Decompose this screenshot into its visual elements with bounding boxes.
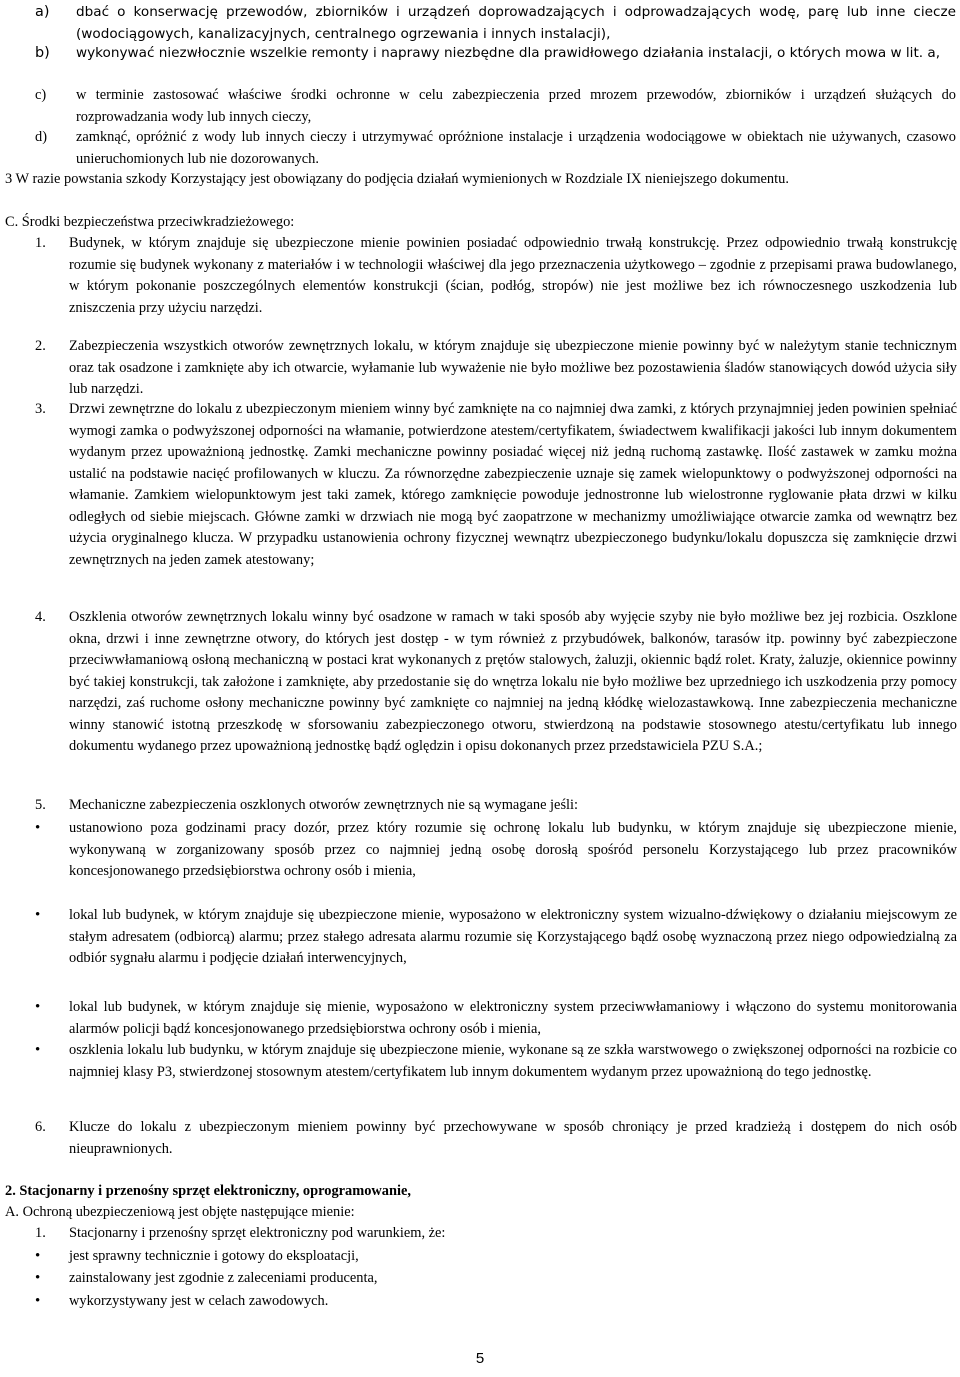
- item-c-text: w terminie zastosować właściwe środki ochronne w celu zabezpieczenia przed mrozem przewodów, zbiorników i urządzeń służących do rozprowadzania wody lub innych cieczy,: [76, 87, 956, 125]
- bullet-icon: •: [35, 1293, 41, 1309]
- bullet-icon: •: [35, 820, 41, 836]
- bullet-icon: •: [35, 1042, 41, 1058]
- a-item-1-number: 1.: [35, 1225, 46, 1241]
- bullet-icon: •: [35, 907, 41, 923]
- c-item-6-text: Klucze do lokalu z ubezpieczonym mieniem powinny być przechowywane w sposób chroniący je przed kradzieżą i dostępem do nich osób nieuprawnionych.: [69, 1119, 957, 1157]
- c-item-2-number: 2.: [35, 338, 46, 354]
- c-item-6-number: 6.: [35, 1119, 46, 1135]
- item-c-label: c): [35, 87, 47, 103]
- section-2-heading: 2. Stacjonarny i przenośny sprzęt elektroniczny, oprogramowanie,: [5, 1183, 411, 1199]
- a-item-1-text: Stacjonarny i przenośny sprzęt elektroniczny pod warunkiem, że:: [69, 1225, 446, 1241]
- c-item-5-text: Mechaniczne zabezpieczenia oszklonych otworów zewnętrznych nie są wymagane jeśli:: [69, 797, 579, 813]
- item-d-text: zamknąć, opróżnić z wody lub innych cieczy i utrzymywać opróżnione instalacje i urządzenia wodociągowe w obiektach nie używanych, czasowo unieruchomionych lub nie dozorowanych.: [76, 129, 956, 167]
- item-a-text: dbać o konserwację przewodów, zbiorników i urządzeń doprowadzających i odprowadzających wodę, parę lub inne ciecze (wodociągowych, kanalizacyjnych, centralnego ogrzewania i innych instalacji),: [76, 4, 956, 42]
- section-a-heading: A. Ochroną ubezpieczeniową jest objęte następujące mienie:: [5, 1204, 355, 1220]
- a-bullet-1-text: jest sprawny technicznie i gotowy do eksploatacji,: [69, 1248, 359, 1264]
- c-item-3-number: 3.: [35, 401, 46, 417]
- bullet-icon: •: [35, 1248, 41, 1264]
- item-b-text: wykonywać niezwłocznie wszelkie remonty i naprawy niezbędne dla prawidłowego działania instalacji, o których mowa w lit. a,: [76, 45, 941, 61]
- item-b-label: b): [35, 45, 50, 61]
- c-item-1-number: 1.: [35, 235, 46, 251]
- bullet-icon: •: [35, 999, 41, 1015]
- c5-bullet-4-text: oszklenia lokalu lub budynku, w którym znajduje się ubezpieczone mienie, wykonane są ze szkła warstwowego o zwiększonej odporności na rozbicie co najmniej klasy P3, stwierdzonej stosownym atestem/certyfikatem lub innym dokumentem wydanym przez upoważnioną do tego jednostkę.: [69, 1042, 957, 1080]
- c5-bullet-1-text: ustanowiono poza godzinami pracy dozór, przez który rozumie się ochronę lokalu lub budynku, w którym znajduje się ubezpieczone mienie, wykonywaną w zorganizowany sposób przez co najmniej jedną osobę dorosłą spośród personelu Korzystającego lub przez pracowników koncesjonowanego przedsiębiorstwa ochrony osób i mienia,: [69, 820, 957, 879]
- item-d-label: d): [35, 129, 47, 145]
- a-bullet-3-text: wykorzystywany jest w celach zawodowych.: [69, 1293, 329, 1309]
- c-item-1-text: Budynek, w którym znajduje się ubezpieczone mienie powinien posiadać odpowiednio trwałą konstrukcję. Przez odpowiednio trwałą konstrukcję rozumie się budynek wykonany z materiałów i w technologii właściwej dla jego przeznaczenia użytkowego – zgodnie z przepisami prawa budowlanego, w którym pokonanie poszczególnych elementów konstrukcji (ścian, podłóg, stropów) nie jest możliwe bez ich równoczesnego uszkodzenia lub zniszczenia przy użyciu narzędzi.: [69, 235, 957, 316]
- a-bullet-2-text: zainstalowany jest zgodnie z zaleceniami producenta,: [69, 1270, 378, 1286]
- c-item-4-text: Oszklenia otworów zewnętrznych lokalu winny być osadzone w ramach w taki sposób aby wyjęcie szyby nie było możliwe bez jej rozbicia. Oszklone okna, drzwi i inne zewnętrzne otwory, do których jest dostęp - w tym również z przybudówek, balkonów, tarasów itp. powinny być zabezpieczone przeciwwłamaniową osłoną mechaniczną w postaci krat wykonanych z prętów stalowych, żaluzji, okiennic bądź rolet. Kraty, żaluzje, okiennice powinny być takiej konstrukcji, tak założone i zamknięte, aby przedostanie się do wnętrza lokalu nie było możliwe bez uprzedniego ich uszkodzenia przy pomocy narzędzi, zaś ruchome osłony mechaniczne powinny być zamknięte co najmniej na jedną kłódkę wielozastawkową. Inne zabezpieczenia mechaniczne winny stanowić istotną przeszkodę w sforsowaniu zabezpieczonego otworu, stwierdzoną na podstawie stosownego atestu/certyfikatu lub innego dokumentu wydanego przez upoważnioną jednostkę bądź oględzin i opisu dokonanych przez przedstawiciela PZU S.A.;: [69, 609, 957, 754]
- page-number: 5: [475, 1350, 485, 1367]
- c-item-5-number: 5.: [35, 797, 46, 813]
- c-item-2-text: Zabezpieczenia wszystkich otworów zewnętrznych lokalu, w którym znajduje się ubezpieczone mienie powinny być w należytym stanie technicznym oraz tak osadzone i zamknięte aby ich otwarcie, wyłamanie lub wyważenie nie było możliwe bez pozostawienia śladów stanowiących dowód użycia siły lub narzędzi.: [69, 338, 957, 397]
- item-a-label: a): [35, 4, 50, 20]
- c-item-3-text: Drzwi zewnętrzne do lokalu z ubezpieczonym mieniem winny być zamknięte na co najmniej dwa zamki, z których przynajmniej jeden powinien spełniać wymogi zamka o podwyższonej odporności na włamanie, potwierdzone atestem/certyfikatem, świadectwem kwalifikacji jakości lub innym dokumentem wydanym przez upoważnioną jednostkę. Zamki mechaniczne powinny posiadać więcej niż jedną ruchomą zastawkę. Ilość zastawek w zamku można ustalić na podstawie nacięć profilowanych w kluczu. Za równorzędne zabezpieczenie uznaje się zamek wielopunktowy o podwyższonej odporności na włamanie. Zamkiem wielopunktowym jest taki zamek, którego zamknięcie powoduje jednostronne lub wielostronne ryglowanie płata drzwi w kilku odległych od siebie miejscach. Główne zamki w drzwiach nie mogą być zaopatrzone w mechanizmy umożliwiające otwarcie zamka od wewnątrz bez użycia oryginalnego klucza. W przypadku ustanowienia ochrony fizycznej wewnątrz ubezpieczonego budynku/lokalu dopuszcza się zamknięcie drzwi zewnętrznych na jeden zamek atestowany;: [69, 401, 957, 568]
- point-3-text: 3 W razie powstania szkody Korzystający jest obowiązany do podjęcia działań wymienionych w Rozdziale IX nieniejszego dokumentu.: [5, 171, 789, 187]
- bullet-icon: •: [35, 1270, 41, 1286]
- c5-bullet-3-text: lokal lub budynek, w którym znajduje się mienie, wyposażono w elektroniczny system przeciwwłamaniowy i włączono do systemu monitorowania alarmów policji bądź koncesjonowanego przedsiębiorstwa ochrony osób i mienia,: [69, 999, 957, 1037]
- c-item-4-number: 4.: [35, 609, 46, 625]
- c5-bullet-2-text: lokal lub budynek, w którym znajduje się ubezpieczone mienie, wyposażono w elektroniczny system wizualno-dźwiękowy o działaniu miejscowym ze stałym adresatem (odbiorcą) alarmu; przez stałego adresata alarmu rozumie się Korzystającego bądź osobę wyznaczoną przez niego odpowiedzialną za odbiór sygnału alarmu i podjęcie działań interwencyjnych,: [69, 907, 957, 966]
- section-c-heading: C. Środki bezpieczeństwa przeciwkradzieżowego:: [5, 214, 295, 230]
